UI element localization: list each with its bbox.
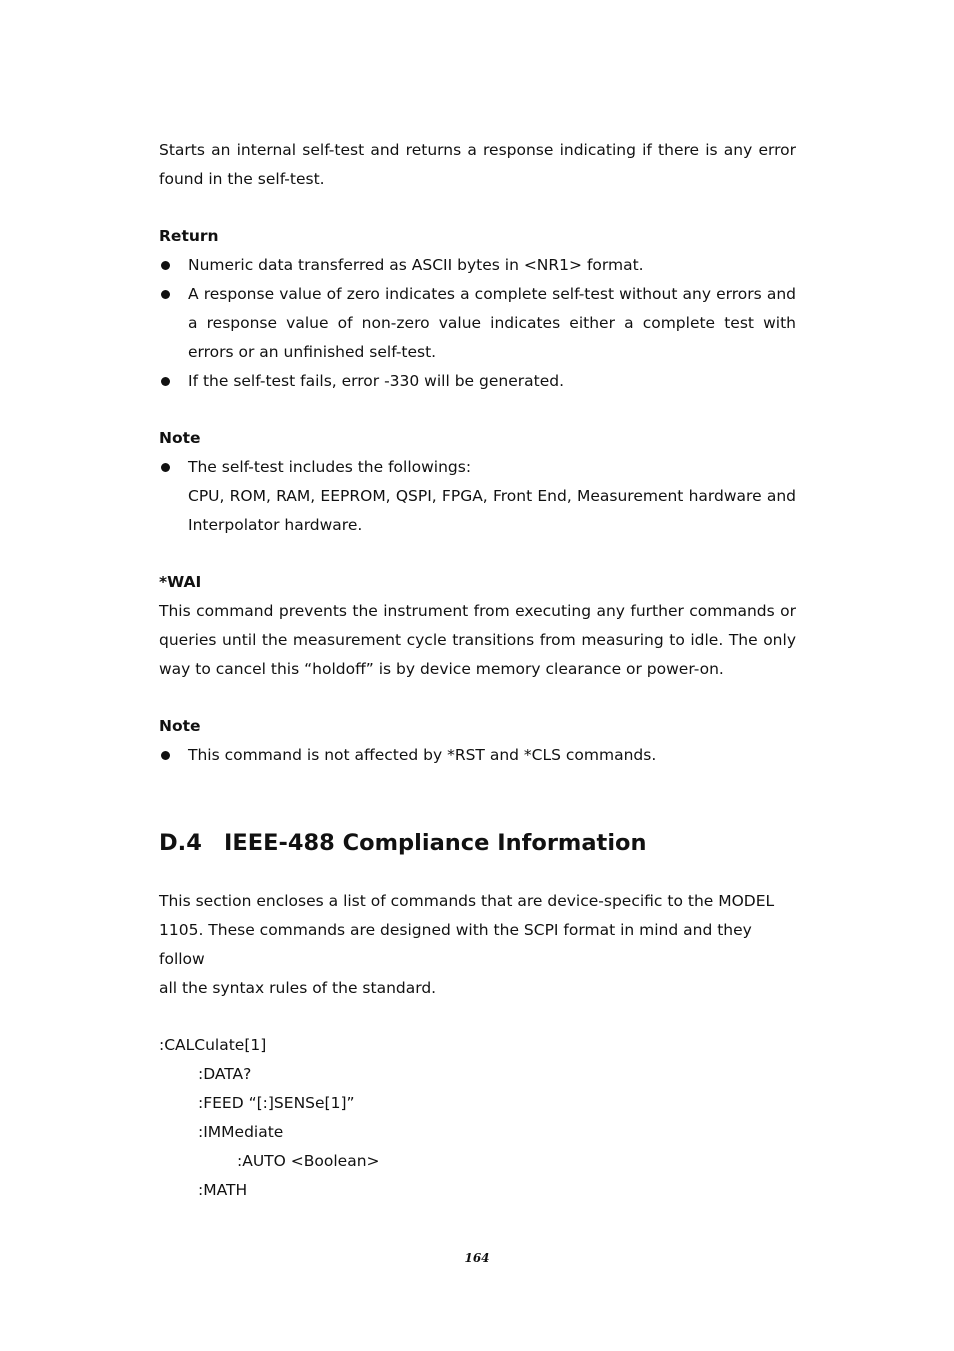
list-item: If the self-test fails, error -330 will be generated. <box>159 367 796 396</box>
list-item: This command is not affected by *RST and *CLS commands. <box>159 741 796 770</box>
note-list <box>159 453 796 540</box>
list-item: A response value of zero indicates a complete self-test without any errors and a response value of non-zero value indicates either a complete test with errors or an unfinished self-test. <box>159 280 796 367</box>
section-heading: D.4 IEEE-488 Compliance Information <box>159 830 647 856</box>
command-line: :CALCulate[1] <box>159 1036 267 1054</box>
bullet-icon <box>161 751 170 760</box>
document-page <box>159 136 796 1205</box>
note-list <box>159 741 796 770</box>
return-list <box>159 251 796 396</box>
command-line: :AUTO <Boolean> <box>237 1152 380 1170</box>
section-paragraph-cont: all the syntax rules of the standard. <box>159 979 437 997</box>
bullet-icon <box>161 463 170 472</box>
command-line: :MATH <box>198 1181 248 1199</box>
bullet-icon <box>161 290 170 299</box>
note-heading: Note <box>159 429 201 447</box>
command-line: :DATA? <box>198 1065 252 1083</box>
list-item: The self-test includes the followings: CPU, ROM, RAM, EEPROM, QSPI, FPGA, Front End, Measurement hardware and Interpolator hardware. <box>159 453 796 540</box>
list-item: Numeric data transferred as ASCII bytes in <NR1> format. <box>159 251 796 280</box>
intro-paragraph: Starts an internal self-test and returns a response indicating if there is any error found in the self-test. <box>159 141 796 188</box>
command-line: :FEED “[:]SENSe[1]” <box>198 1094 355 1112</box>
wai-paragraph: This command prevents the instrument from executing any further commands or queries until the measurement cycle transitions from measuring to idle. The only way to cancel this “holdoff” is by device memory clearance or power-on. <box>159 602 796 678</box>
wai-heading: *WAI <box>159 573 202 591</box>
command-line: :IMMediate <box>198 1123 284 1141</box>
return-heading: Return <box>159 227 219 245</box>
section-paragraph: This section encloses a list of commands that are device-specific to the MODEL 1105. These commands are designed with the SCPI format in mind and they follow <box>159 892 775 968</box>
page-number: 164 <box>464 1251 490 1265</box>
command-tree <box>159 1031 796 1205</box>
note-heading: Note <box>159 717 201 735</box>
bullet-icon <box>161 261 170 270</box>
bullet-icon <box>161 377 170 386</box>
